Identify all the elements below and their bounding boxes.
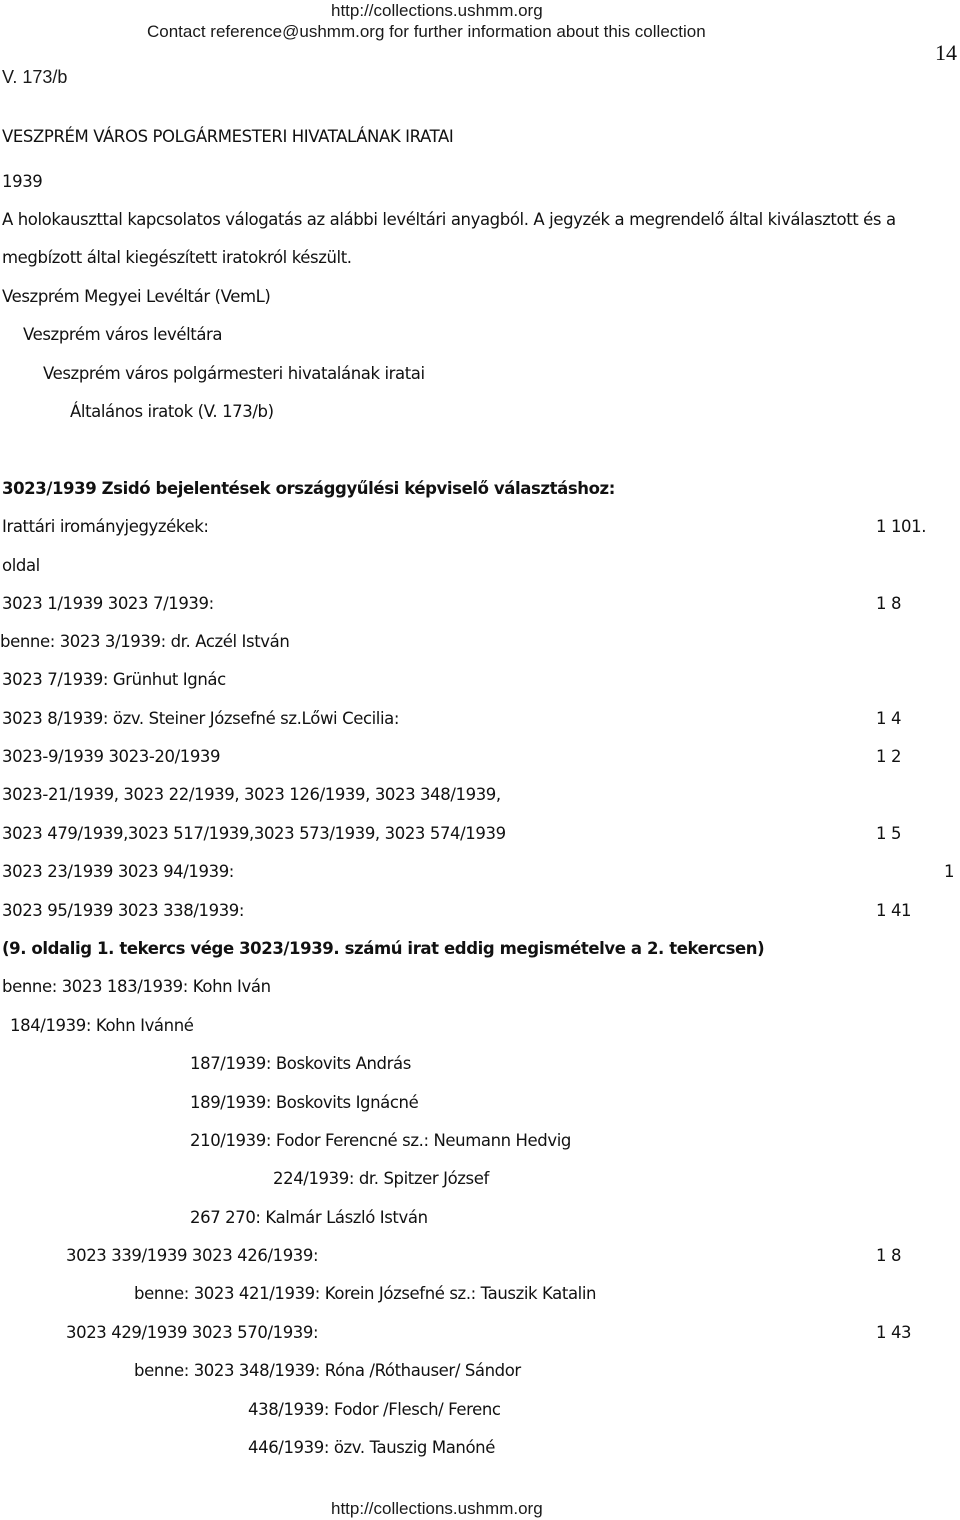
entry-text: oldal [2,556,40,575]
entry-pages: 1 5 [876,824,902,843]
reel-note: (9. oldalig 1. tekercs vége 3023/1939. számú irat eddig megismételve a 2. tekercsen) [2,939,765,958]
entry-text: 187/1939: Boskovits András [190,1054,411,1073]
entry-pages: 1 43 [876,1323,912,1342]
entry-text: 3023 7/1939: Grünhut Ignác [2,670,226,689]
entry-text: benne: 3023 421/1939: Korein Józsefné sz.: Tauszik Katalin [134,1284,597,1303]
entry-text: 446/1939: özv. Tauszig Manóné [248,1438,495,1457]
entry-text: 224/1939: dr. Spitzer József [273,1169,489,1188]
entry-text: 267 270: Kalmár László István [190,1208,428,1227]
city-archive: Veszprém város levéltára [23,325,223,344]
entry-pages: 1 41 [876,901,912,920]
entry-pages: 1 4 [876,709,902,728]
entry-text: 189/1939: Boskovits Ignácné [190,1093,419,1112]
intro-line-2: megbízott által kiegészített iratokról készült. [2,248,352,267]
entry-pages: 1 8 [876,594,902,613]
entry-text: benne: 3023 183/1939: Kohn Iván [2,977,271,996]
header-contact: Contact reference@ushmm.org for further information about this collection [147,22,706,41]
entry-text: 3023 429/1939 3023 570/1939: [66,1323,319,1342]
entry-pages: 1 2 [876,747,902,766]
intro-line-1: A holokauszttal kapcsolatos válogatás az alábbi levéltári anyagból. A jegyzék a megrendelő által kiválasztott és a [2,210,896,229]
header-url[interactable]: http://collections.ushmm.org [331,1,543,20]
entry-text: 3023 1/1939 3023 7/1939: [2,594,214,613]
entry-text: 3023-9/1939 3023-20/1939 [2,747,221,766]
entry-text: 3023 8/1939: özv. Steiner Józsefné sz.Lőwi Cecilia: [2,709,400,728]
entry-text: 438/1939: Fodor /Flesch/ Ferenc [248,1400,501,1419]
document-title: VESZPRÉM VÁROS POLGÁRMESTERI HIVATALÁNAK IRATAI [2,127,454,146]
entry-pages: 1 8 [876,1246,902,1265]
entry-text: 3023 339/1939 3023 426/1939: [66,1246,319,1265]
entry-text: benne: 3023 3/1939: dr. Aczél István [0,632,290,651]
archive-name: Veszprém Megyei Levéltár (VemL) [2,287,271,306]
entry-text: 3023 23/1939 3023 94/1939: [2,862,234,881]
fonds-name: Veszprém város polgármesteri hivatalának iratai [43,364,425,383]
entry-pages: 1 [944,862,955,881]
entry-text: 210/1939: Fodor Ferencné sz.: Neumann Hedvig [190,1131,571,1150]
document-year: 1939 [2,172,43,191]
entry-text: Irattári irományjegyzékek: [2,517,209,536]
series-name: Általános iratok (V. 173/b) [70,402,274,421]
reference-code: V. 173/b [2,67,68,87]
entry-text: benne: 3023 348/1939: Róna /Róthauser/ Sándor [134,1361,521,1380]
entry-text: 184/1939: Kohn Ivánné [10,1016,194,1035]
entry-text: 3023-21/1939, 3023 22/1939, 3023 126/1939, 3023 348/1939, [2,785,501,804]
page-number: 14 [935,40,957,65]
entry-text: 3023 479/1939,3023 517/1939,3023 573/1939, 3023 574/1939 [2,824,506,843]
footer-url[interactable]: http://collections.ushmm.org [331,1499,543,1518]
entries-heading: 3023/1939 Zsidó bejelentések országgyűlési képviselő választáshoz: [2,479,615,498]
entry-pages: 1 101. [876,517,927,536]
entry-text: 3023 95/1939 3023 338/1939: [2,901,245,920]
